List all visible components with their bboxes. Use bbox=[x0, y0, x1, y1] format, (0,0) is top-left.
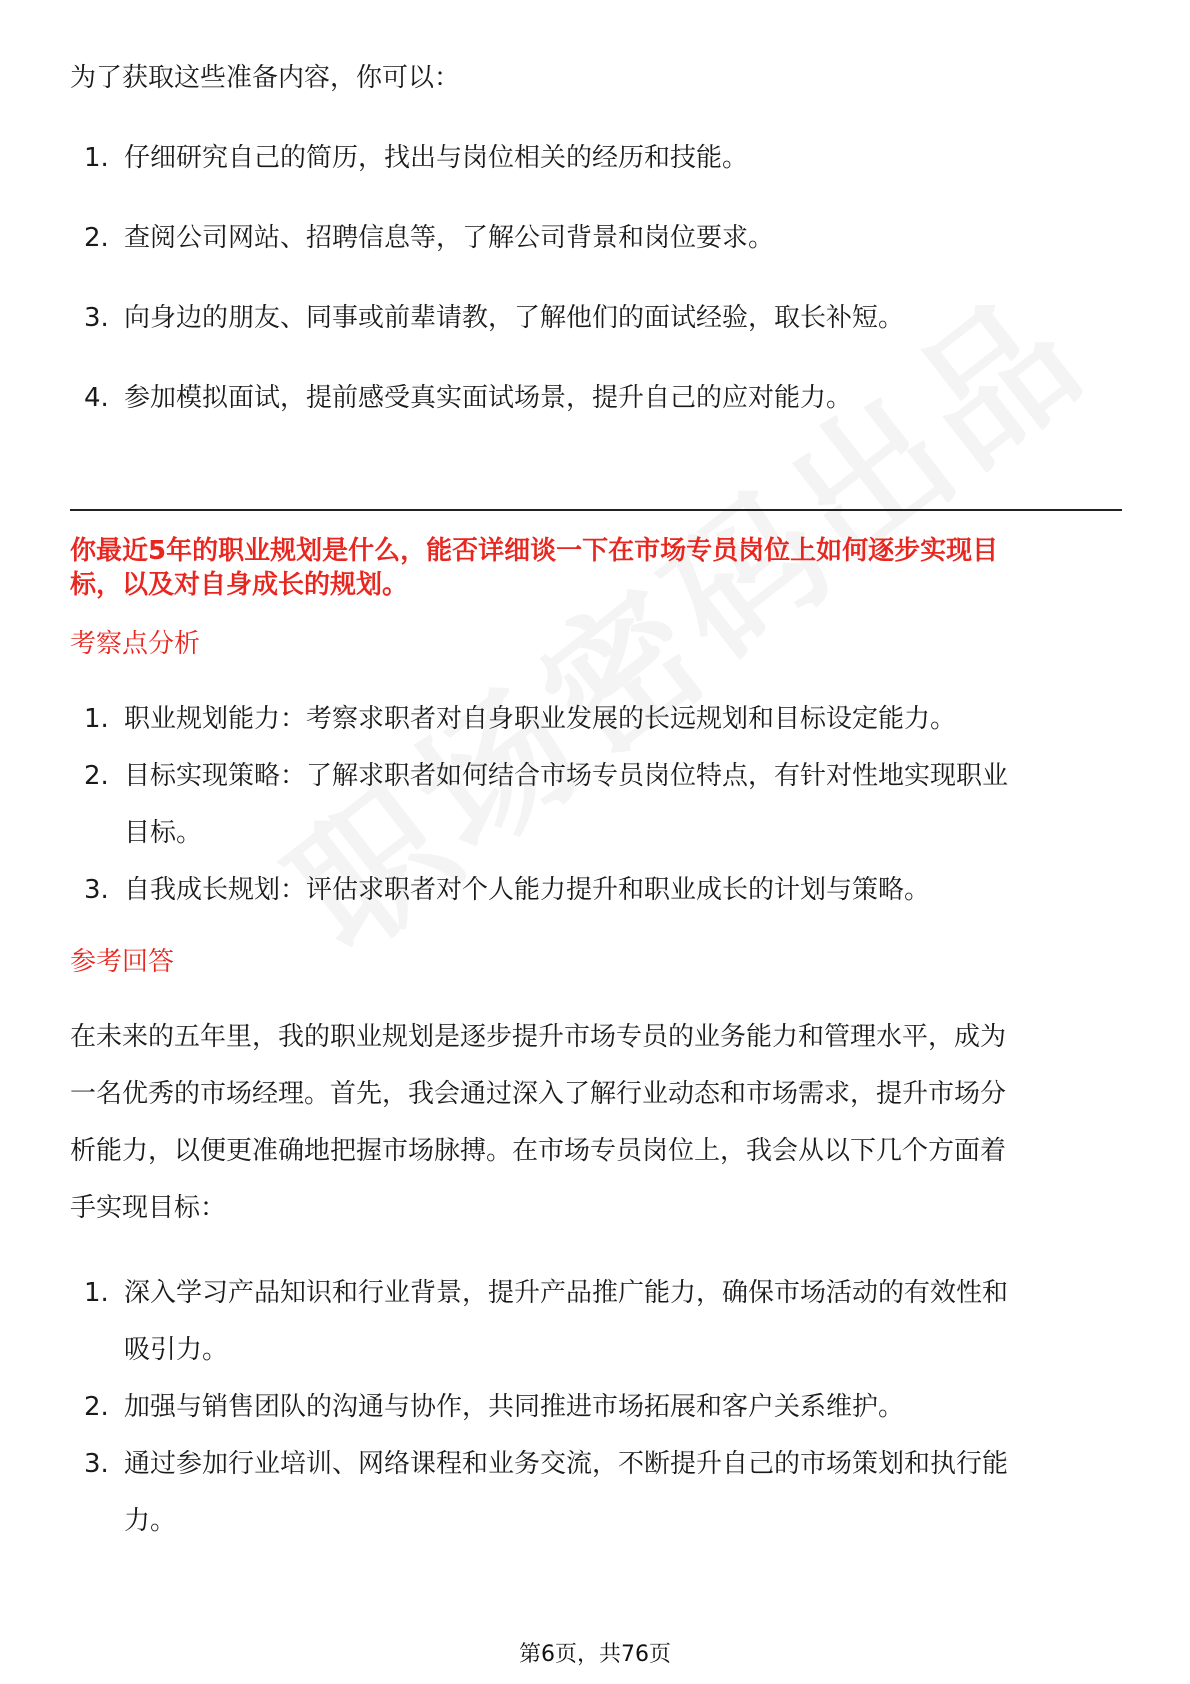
list-number: 2. bbox=[84, 761, 109, 791]
list-number: 3. bbox=[84, 1449, 109, 1479]
list-item: 加强与销售团队的沟通与协作，共同推进市场拓展和客户关系维护。 bbox=[124, 1392, 905, 1422]
paragraph-line: 手实现目标： bbox=[70, 1193, 227, 1223]
list-item-continued: 目标。 bbox=[124, 818, 203, 848]
analysis-heading: 考察点分析 bbox=[70, 629, 201, 659]
list-item: 查阅公司网站、招聘信息等，了解公司背景和岗位要求。 bbox=[124, 223, 775, 253]
paragraph-line: 一名优秀的市场经理。首先，我会通过深入了解行业动态和市场需求，提升市场分 bbox=[70, 1079, 1007, 1109]
list-number: 3. bbox=[84, 303, 109, 333]
list-item: 参加模拟面试，提前感受真实面试场景，提升自己的应对能力。 bbox=[124, 383, 853, 413]
paragraph-line: 析能力，以便更准确地把握市场脉搏。在市场专员岗位上，我会从以下几个方面着 bbox=[70, 1136, 1007, 1166]
list-item: 自我成长规划：评估求职者对个人能力提升和职业成长的计划与策略。 bbox=[124, 875, 931, 905]
list-item: 向身边的朋友、同事或前辈请教，了解他们的面试经验，取长补短。 bbox=[124, 303, 905, 333]
list-number: 2. bbox=[84, 223, 109, 253]
answer-heading: 参考回答 bbox=[70, 947, 175, 977]
page-footer: 第6页，共76页 bbox=[519, 1642, 671, 1667]
list-number: 4. bbox=[84, 383, 109, 413]
question-line: 标，以及对自身成长的规划。 bbox=[70, 570, 409, 600]
list-item: 职业规划能力：考察求职者对自身职业发展的长远规划和目标设定能力。 bbox=[124, 704, 957, 734]
paragraph-line: 在未来的五年里，我的职业规划是逐步提升市场专员的业务能力和管理水平，成为 bbox=[70, 1022, 1007, 1052]
intro-text: 为了获取这些准备内容，你可以： bbox=[70, 63, 461, 93]
list-number: 3. bbox=[84, 875, 109, 905]
list-item: 通过参加行业培训、网络课程和业务交流，不断提升自己的市场策划和执行能 bbox=[124, 1449, 1009, 1479]
list-number: 1. bbox=[84, 704, 109, 734]
section-divider bbox=[70, 509, 1122, 511]
question-line: 你最近5年的职业规划是什么，能否详细谈一下在市场专员岗位上如何逐步实现目 bbox=[70, 536, 999, 566]
list-item: 仔细研究自己的简历，找出与岗位相关的经历和技能。 bbox=[124, 143, 749, 173]
list-number: 1. bbox=[84, 143, 109, 173]
list-item: 目标实现策略：了解求职者如何结合市场专员岗位特点，有针对性地实现职业 bbox=[124, 761, 1009, 791]
list-number: 2. bbox=[84, 1392, 109, 1422]
list-item: 深入学习产品知识和行业背景，提升产品推广能力，确保市场活动的有效性和 bbox=[124, 1278, 1009, 1308]
list-number: 1. bbox=[84, 1278, 109, 1308]
list-item-continued: 力。 bbox=[124, 1506, 177, 1536]
list-item-continued: 吸引力。 bbox=[124, 1335, 229, 1365]
